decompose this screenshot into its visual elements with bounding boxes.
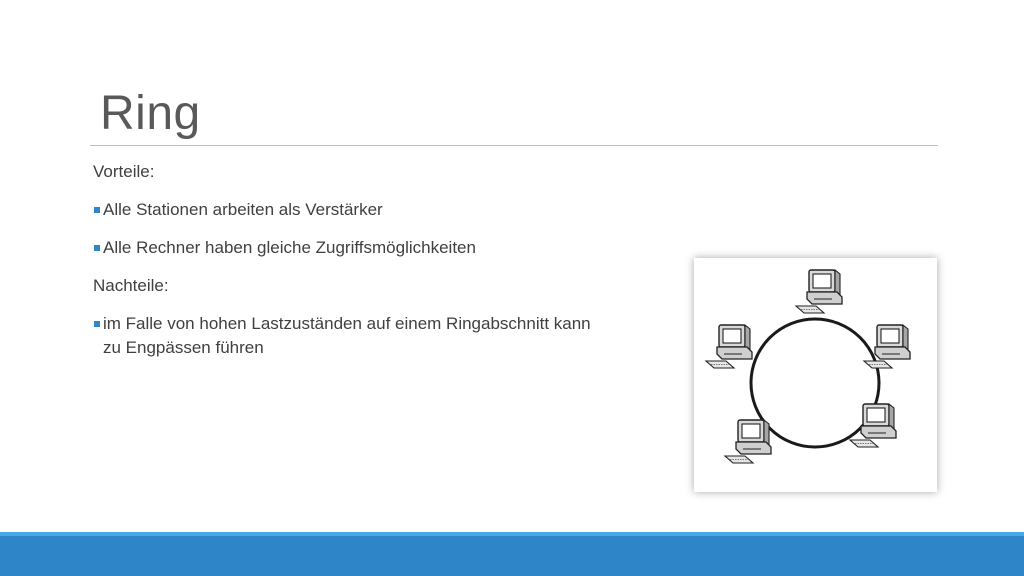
- bullet-item: [93, 236, 613, 260]
- bullet-item: [93, 312, 613, 360]
- bullet-text: Alle Stationen arbeiten als Verstärker: [103, 200, 383, 219]
- bullet-text: im Falle von hohen Lastzuständen auf einem Ringabschnitt kann zu Engpässen führen: [103, 314, 591, 357]
- square-bullet-icon: [94, 321, 100, 327]
- ring-cable: [751, 319, 879, 447]
- computer-icon: [850, 404, 896, 447]
- square-bullet-icon: [94, 245, 100, 251]
- computer-icon: [796, 270, 842, 313]
- slide-title: Ring: [100, 87, 201, 140]
- ring-topology-figure: [694, 258, 937, 492]
- ring-topology-diagram: [694, 258, 937, 492]
- computer-icon: [864, 325, 910, 368]
- computer-icon: [725, 420, 771, 463]
- computer-icon: [706, 325, 752, 368]
- slide-body: [93, 160, 613, 374]
- bullet-text: Alle Rechner haben gleiche Zugriffsmöglichkeiten: [103, 238, 476, 257]
- footer-band: [0, 536, 1024, 576]
- advantages-heading: Vorteile:: [93, 162, 155, 181]
- square-bullet-icon: [94, 207, 100, 213]
- disadvantages-heading: Nachteile:: [93, 276, 169, 295]
- bullet-item: [93, 198, 613, 222]
- title-divider: [90, 145, 938, 146]
